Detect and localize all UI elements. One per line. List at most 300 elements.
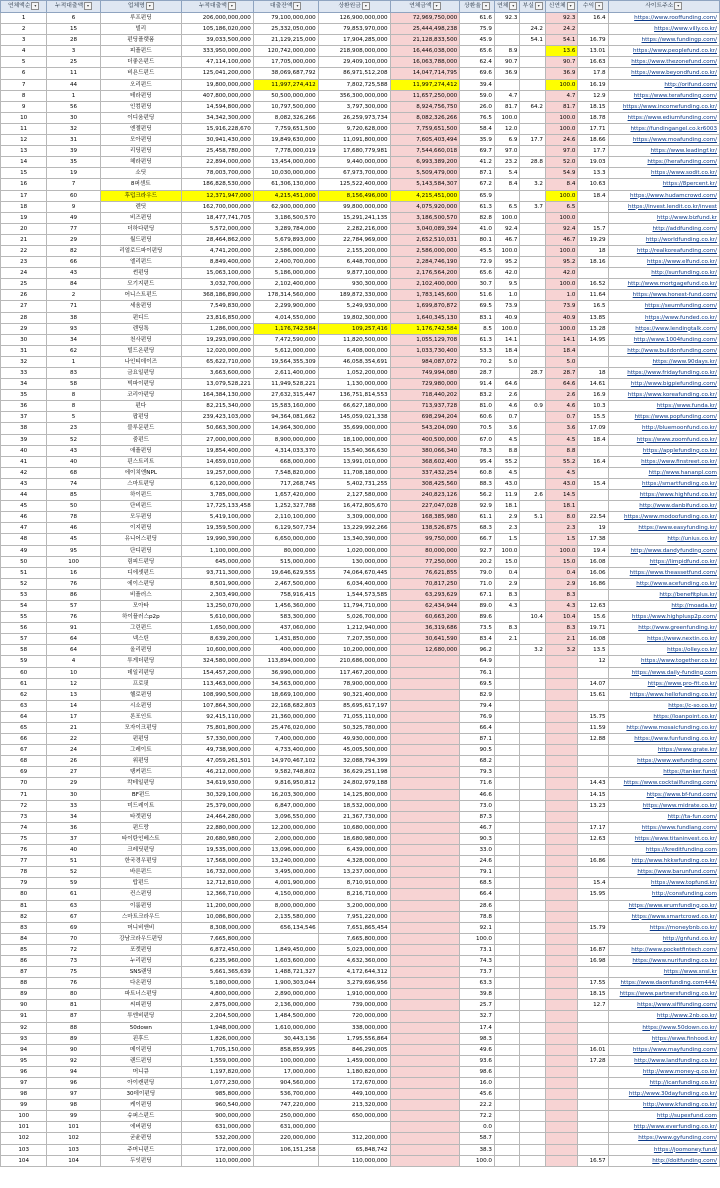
col-header-balance[interactable]: 대출잔액 ▾ xyxy=(253,1,318,13)
cell-site-url[interactable]: https://www.highplusp2p.com/ xyxy=(608,612,719,623)
cell-total-loans: 19,359,500,000 xyxy=(181,523,253,534)
cell-site-url[interactable]: https://www.snsl.kr xyxy=(608,967,719,978)
cell-new-delinquency xyxy=(545,656,577,667)
cell-total-loans: 27,000,000,000 xyxy=(181,434,253,445)
cell-site-url[interactable]: http://www.money-q.co.kr/ xyxy=(608,1066,719,1077)
cell-new-delinquency: 3.2 xyxy=(545,645,577,656)
cell-repay-rate: 76.5 xyxy=(460,112,495,123)
cell-site-url[interactable]: http://ta-fun.com/ xyxy=(608,811,719,822)
cell-new-delinquency: 18.1 xyxy=(545,501,577,512)
cell-delinquent-amount: 138,526,875 xyxy=(390,523,460,534)
cell-default: 24.2 xyxy=(520,24,546,35)
cell-new-delinquency xyxy=(545,1044,577,1055)
cell-new-delinquency: 81.7 xyxy=(545,101,577,112)
cell-site-url[interactable]: https://olley.co.kr/ xyxy=(608,645,719,656)
cell-site-url[interactable]: https://loanpoint.co.kr/ xyxy=(608,711,719,722)
cell-rank: 6 xyxy=(1,68,47,79)
cell-site-url[interactable]: http://orifund.com/ xyxy=(608,79,719,90)
cell-cum-rank: 12 xyxy=(47,678,100,689)
cell-site-url[interactable]: https://www.grate.kr/ xyxy=(608,745,719,756)
cell-site-url[interactable]: http://gnfund.co.kr/ xyxy=(608,933,719,944)
cell-site-url[interactable]: https://www.finhood.kr/ xyxy=(608,1033,719,1044)
cell-rank: 102 xyxy=(1,1133,47,1144)
cell-delinquent-amount xyxy=(390,1078,460,1089)
cell-site-url[interactable]: https://www.fridayfunding.co.kr/ xyxy=(608,368,719,379)
cell-balance: 19,849,630,000 xyxy=(253,135,318,146)
cell-site-url[interactable]: https://www.hellofunding.co.kr/ xyxy=(608,689,719,700)
cell-new-delinquency xyxy=(545,800,577,811)
cell-cum-rank: 5 xyxy=(47,412,100,423)
cell-repay-rate: 83.1 xyxy=(460,312,495,323)
cell-total-loans: 19,293,090,000 xyxy=(181,334,253,345)
cell-rank: 7 xyxy=(1,79,47,90)
cell-company: 펀다 xyxy=(100,401,181,412)
cell-company: 비플러스 xyxy=(100,589,181,600)
cell-default xyxy=(520,234,546,245)
cell-cum-rank: 52 xyxy=(47,867,100,878)
cell-default: 0.9 xyxy=(520,401,546,412)
cell-delinquent-amount xyxy=(390,1055,460,1066)
cell-site-url[interactable]: http://www.bigpiefunding.com/ xyxy=(608,379,719,390)
cell-site-url[interactable]: https://www.topfund.kr/ xyxy=(608,878,719,889)
cell-site-url[interactable]: https://seumfunding.com/ xyxy=(608,301,719,312)
cell-delinquency xyxy=(494,24,520,35)
cell-repay-rate: 53.3 xyxy=(460,345,495,356)
cell-delinquent-amount: 718,440,202 xyxy=(390,390,460,401)
cell-delinquent-amount: 77,250,000 xyxy=(390,556,460,567)
cell-delinquency: 2.3 xyxy=(494,523,520,534)
cell-repaid: 312,200,000 xyxy=(318,1133,390,1144)
cell-rank: 38 xyxy=(1,423,47,434)
cell-repaid: 8,216,710,000 xyxy=(318,889,390,900)
cell-site-url[interactable]: http://worldfunding.co.kr/ xyxy=(608,234,719,245)
cell-cum-rank: 30 xyxy=(47,112,100,123)
cell-site-url[interactable]: https://www.midrate.co.kr/ xyxy=(608,800,719,811)
cell-company: 투게더펀딩 xyxy=(100,656,181,667)
cell-site-url[interactable]: https://tanker.fund/ xyxy=(608,767,719,778)
cell-repaid: 14,125,800,000 xyxy=(318,789,390,800)
cell-rank: 63 xyxy=(1,700,47,711)
cell-site-url[interactable]: https://c-so.co.kr/ xyxy=(608,700,719,711)
cell-repaid: 67,973,700,000 xyxy=(318,168,390,179)
cell-total-loans: 107,864,300,000 xyxy=(181,700,253,711)
col-header-repaid[interactable]: 상환원금 ▾ xyxy=(318,1,390,13)
cell-delinquent-amount xyxy=(390,955,460,966)
filter-dropdown-icon[interactable]: ▾ xyxy=(146,2,154,10)
cell-cum-rank: 69 xyxy=(47,922,100,933)
cell-site-url[interactable]: http://www.danbifund.co.kr/ xyxy=(608,501,719,512)
cell-yield xyxy=(578,667,608,678)
cell-delinquent-amount xyxy=(390,711,460,722)
cell-site-url[interactable]: https://www.elfund.co.kr/ xyxy=(608,257,719,268)
cell-cum-rank: 34 xyxy=(47,334,100,345)
cell-site-url[interactable]: https://www.villy.co.kr/ xyxy=(608,24,719,35)
cell-delinquent-amount xyxy=(390,911,460,922)
cell-total-loans: 172,000,000 xyxy=(181,1144,253,1155)
cell-new-delinquency: 8.8 xyxy=(545,445,577,456)
cell-company: 탱커펀드 xyxy=(100,767,181,778)
filter-dropdown-icon[interactable]: ▾ xyxy=(509,2,517,10)
cell-delinquent-amount xyxy=(390,1011,460,1022)
cell-site-url[interactable]: https://herafunding.com/ xyxy=(608,157,719,168)
cell-default xyxy=(520,600,546,611)
cell-site-url[interactable]: http://www.30dayfunding.co.kr/ xyxy=(608,1089,719,1100)
cell-repaid: 74,064,670,445 xyxy=(318,567,390,578)
cell-rank: 19 xyxy=(1,212,47,223)
cell-repaid: 6,439,000,000 xyxy=(318,845,390,856)
cell-site-url[interactable]: https://www.popfunding.com/ xyxy=(608,412,719,423)
table-row xyxy=(1,933,720,944)
cell-site-url[interactable]: http://moada.kr/ xyxy=(608,600,719,611)
cell-repay-rate: 90.3 xyxy=(460,833,495,844)
table-row xyxy=(1,434,720,445)
cell-site-url[interactable]: https://www.funda.kr/ xyxy=(608,401,719,412)
cell-repay-rate: 32.7 xyxy=(460,1011,495,1022)
cell-default xyxy=(520,334,546,345)
cell-default xyxy=(520,556,546,567)
col-header-delinquent-amount[interactable]: 연체금액 ▾ xyxy=(390,1,460,13)
cell-delinquent-amount xyxy=(390,822,460,833)
cell-yield: 16.63 xyxy=(578,57,608,68)
cell-cum-rank: 6 xyxy=(47,13,100,24)
cell-yield xyxy=(578,1022,608,1033)
cell-repaid: 210,686,000,000 xyxy=(318,656,390,667)
cell-site-url[interactable]: https://www.zoomfund.co.kr/ xyxy=(608,434,719,445)
cell-site-url[interactable]: https://www.sififunding.com/ xyxy=(608,1000,719,1011)
cell-delinquent-amount: 63,293,629 xyxy=(390,589,460,600)
cell-rank: 26 xyxy=(1,290,47,301)
cell-default xyxy=(520,978,546,989)
cell-repay-rate: 17.4 xyxy=(460,1022,495,1033)
cell-repay-rate: 83.2 xyxy=(460,390,495,401)
cell-company: 올리펀딩 xyxy=(100,645,181,656)
cell-total-loans: 65,622,710,000 xyxy=(181,356,253,367)
table-row xyxy=(1,1055,720,1066)
cell-delinquent-amount: 21,128,833,500 xyxy=(390,35,460,46)
cell-rank: 60 xyxy=(1,667,47,678)
cell-new-delinquency xyxy=(545,1155,577,1166)
cell-repaid: 86,971,512,208 xyxy=(318,68,390,79)
cell-site-url[interactable]: http://www.2nb.co.kr/ xyxy=(608,1011,719,1022)
cell-site-url[interactable]: http://www.greenfunding.kr/ xyxy=(608,623,719,634)
cell-site-url[interactable]: http://www.everfunding.co.kr/ xyxy=(608,1122,719,1133)
cell-default: 17.7 xyxy=(520,135,546,146)
cell-company: 타이탄인베스트 xyxy=(100,833,181,844)
cell-site-url[interactable]: https://www.finstreet.co.kr/ xyxy=(608,456,719,467)
table-row xyxy=(1,1033,720,1044)
cell-site-url[interactable]: https://www.funfunding.co.kr/ xyxy=(608,734,719,745)
table-row xyxy=(1,678,720,689)
cell-site-url[interactable]: https://smartfunding.co.kr/ xyxy=(608,478,719,489)
cell-delinquency xyxy=(494,745,520,756)
cell-delinquency xyxy=(494,645,520,656)
cell-default xyxy=(520,967,546,978)
cell-site-url[interactable]: https://www.highfund.co.kr/ xyxy=(608,490,719,501)
col-header-default[interactable]: 부실 ▾ xyxy=(520,1,546,13)
cell-site-url[interactable]: http://www.acefunding.co.kr/ xyxy=(608,578,719,589)
cell-site-url[interactable]: https://www.nextin.co.kr/ xyxy=(608,634,719,645)
cell-repaid: 49,930,000,000 xyxy=(318,734,390,745)
cell-site-url[interactable]: https://www.erumfunding.co.kr/ xyxy=(608,900,719,911)
cell-site-url[interactable]: https://www.terafunding.com/ xyxy=(608,90,719,101)
filter-dropdown-icon[interactable]: ▾ xyxy=(31,2,39,10)
cell-balance: 1,849,450,000 xyxy=(253,944,318,955)
cell-company: 모자이크펀딩 xyxy=(100,723,181,734)
cell-yield: 16.86 xyxy=(578,856,608,867)
cell-site-url[interactable]: http://bluemoonfund.co.kr/ xyxy=(608,423,719,434)
cell-yield xyxy=(578,811,608,822)
cell-site-url[interactable]: https://www.modoofunding.co.kr/ xyxy=(608,512,719,523)
cell-rank: 1 xyxy=(1,13,47,24)
cell-default xyxy=(520,623,546,634)
filter-dropdown-icon[interactable]: ▾ xyxy=(362,2,370,10)
cell-delinquency: 6.9 xyxy=(494,135,520,146)
cell-cum-rank: 56 xyxy=(47,101,100,112)
cell-site-url[interactable]: https://8percent.kr/ xyxy=(608,179,719,190)
cell-site-url[interactable]: http://www.hkkwfunding.co.kr/ xyxy=(608,856,719,867)
cell-site-url[interactable]: https://invest.lendit.co.kr/invest xyxy=(608,201,719,212)
cell-site-url[interactable]: https://www.together.co.kr/ xyxy=(608,656,719,667)
table-row xyxy=(1,234,720,245)
cell-rank: 55 xyxy=(1,612,47,623)
cell-repaid: 29,409,100,000 xyxy=(318,57,390,68)
cell-total-loans: 17,568,000,000 xyxy=(181,856,253,867)
cell-yield xyxy=(578,345,608,356)
cell-site-url[interactable]: http://unius.co.kr/ xyxy=(608,534,719,545)
cell-site-url[interactable]: https://applefunding.co.kr/ xyxy=(608,445,719,456)
cell-total-loans: 985,800,000 xyxy=(181,1089,253,1100)
cell-site-url[interactable]: https://www.peoplefund.co.kr/ xyxy=(608,46,719,57)
cell-default xyxy=(520,811,546,822)
cell-total-loans: 1,197,820,000 xyxy=(181,1066,253,1077)
cell-company: 모두펀딩 xyxy=(100,512,181,523)
cell-site-url[interactable]: https://www.gyfunding.com/ xyxy=(608,1133,719,1144)
cell-site-url[interactable]: https://www.pro-fit.co.kr/ xyxy=(608,678,719,689)
cell-repay-rate: 93.6 xyxy=(460,1055,495,1066)
cell-site-url[interactable]: http://www.mosaicfunding.co.kr/ xyxy=(608,723,719,734)
cell-repaid: 3,200,000,000 xyxy=(318,900,390,911)
cell-site-url[interactable]: https://www.nurifunding.co.kr/ xyxy=(608,955,719,966)
cell-site-url[interactable]: https://www.theassetfund.com/ xyxy=(608,567,719,578)
cell-site-url[interactable]: https://www.bf-fund.com/ xyxy=(608,789,719,800)
filter-dropdown-icon[interactable]: ▾ xyxy=(84,2,92,10)
cell-site-url[interactable]: https://www.fundingp.com/ xyxy=(608,35,719,46)
cell-delinquent-amount: 380,066,340 xyxy=(390,445,460,456)
cell-yield: 16.4 xyxy=(578,13,608,24)
cell-delinquency: 100.0 xyxy=(494,212,520,223)
cell-yield xyxy=(578,589,608,600)
cell-repaid: 13,340,390,000 xyxy=(318,534,390,545)
cell-site-url[interactable]: https://www.barunfund.com/ xyxy=(608,867,719,878)
cell-delinquent-amount: 2,652,510,031 xyxy=(390,234,460,245)
cell-site-url[interactable]: http://consfunding.com xyxy=(608,889,719,900)
cell-cum-rank: 62 xyxy=(47,345,100,356)
cell-site-url[interactable]: https://www.daonfunding.com444/ xyxy=(608,978,719,989)
cell-site-url[interactable]: https://www.90days.kr/ xyxy=(608,356,719,367)
filter-dropdown-icon[interactable]: ▾ xyxy=(433,2,441,10)
filter-dropdown-icon[interactable]: ▾ xyxy=(595,2,603,10)
cell-balance: 30,443,136 xyxy=(253,1033,318,1044)
cell-site-url[interactable]: https://www.cocktailfunding.com/ xyxy=(608,778,719,789)
col-header-cum-rank[interactable]: 누적대출액 ▾ xyxy=(47,1,100,13)
cell-repay-rate: 33.0 xyxy=(460,845,495,856)
cell-cum-rank: 4 xyxy=(47,656,100,667)
filter-dropdown-icon[interactable]: ▾ xyxy=(535,2,543,10)
cell-company: 시소펀딩 xyxy=(100,700,181,711)
cell-yield xyxy=(578,756,608,767)
cell-site-url[interactable]: https://joomoney.fund/ xyxy=(608,1144,719,1155)
cell-site-url[interactable]: http://www.bizfund.kr xyxy=(608,212,719,223)
cell-cum-rank: 96 xyxy=(47,1078,100,1089)
cell-site-url[interactable]: https://www.incomefunding.co.kr/ xyxy=(608,101,719,112)
col-header-yield[interactable]: 수익 ▾ xyxy=(578,1,608,13)
cell-repaid: 18,100,000,000 xyxy=(318,434,390,445)
cell-site-url[interactable]: http://realkoreafunding.com/ xyxy=(608,245,719,256)
cell-repaid: 125,522,400,000 xyxy=(318,179,390,190)
cell-default xyxy=(520,756,546,767)
col-header-rank[interactable]: 연체액순 ▾ xyxy=(1,1,47,13)
cell-site-url[interactable]: https://www.titaninvest.co.kr/ xyxy=(608,833,719,844)
col-header-delinquency[interactable]: 연체 ▾ xyxy=(494,1,520,13)
cell-site-url[interactable]: https://www.partnersfunding.co.kr/ xyxy=(608,989,719,1000)
cell-delinquency xyxy=(494,933,520,944)
cell-balance: 16,203,300,000 xyxy=(253,789,318,800)
cell-delinquency xyxy=(494,656,520,667)
cell-site-url[interactable]: http://doitfunding.com/ xyxy=(608,1155,719,1166)
cell-cum-rank: 39 xyxy=(47,146,100,157)
filter-dropdown-icon[interactable]: ▾ xyxy=(293,2,301,10)
cell-site-url[interactable]: https://www.thezonefund.com/ xyxy=(608,57,719,68)
cell-delinquent-amount xyxy=(390,1155,460,1166)
cell-repay-rate: 68.3 xyxy=(460,523,495,534)
cell-site-url[interactable]: https://www.leadingf.kr/ xyxy=(608,146,719,157)
cell-site-url[interactable]: http://www.buildonfunding.com/ xyxy=(608,345,719,356)
cell-site-url[interactable]: https://www.50down.co.kr/ xyxy=(608,1022,719,1033)
cell-site-url[interactable]: http://www.mortgagefund.co.kr/ xyxy=(608,279,719,290)
cell-site-url[interactable]: https://kreditfunding.com xyxy=(608,845,719,856)
cell-balance: 1,252,327,788 xyxy=(253,501,318,512)
col-header-company[interactable]: 업체명 ▾ xyxy=(100,1,181,13)
cell-yield: 13.5 xyxy=(578,645,608,656)
cell-yield: 14.07 xyxy=(578,678,608,689)
cell-total-loans: 125,041,200,000 xyxy=(181,68,253,79)
cell-delinquency xyxy=(494,767,520,778)
cell-yield: 16.4 xyxy=(578,456,608,467)
filter-dropdown-icon[interactable]: ▾ xyxy=(228,2,236,10)
cell-site-url[interactable]: https://www.sodit.co.kr/ xyxy=(608,168,719,179)
cell-rank: 54 xyxy=(1,600,47,611)
cell-delinquency xyxy=(494,1011,520,1022)
cell-delinquency: 42.0 xyxy=(494,268,520,279)
cell-delinquency xyxy=(494,700,520,711)
cell-site-url[interactable]: https://www.smartcrowd.co.kr/ xyxy=(608,911,719,922)
cell-site-url[interactable]: http://addfunding.com/ xyxy=(608,223,719,234)
cell-site-url[interactable]: https://www.mayfunding.com/ xyxy=(608,1044,719,1055)
cell-site-url[interactable]: http://icanfunding.co.kr/ xyxy=(608,1078,719,1089)
cell-delinquency: 4.3 xyxy=(494,600,520,611)
table-row xyxy=(1,1144,720,1155)
table-row xyxy=(1,123,720,134)
filter-dropdown-icon[interactable]: ▾ xyxy=(674,2,682,10)
cell-site-url[interactable]: http://www.1004funding.com/ xyxy=(608,334,719,345)
cell-cum-rank: 14 xyxy=(47,700,100,711)
cell-site-url[interactable]: http://www.dandyfunding.com/ xyxy=(608,545,719,556)
cell-site-url[interactable]: https://www.moafunding.com/ xyxy=(608,135,719,146)
cell-total-loans: 19,990,390,000 xyxy=(181,534,253,545)
table-row xyxy=(1,157,720,168)
table-row xyxy=(1,345,720,356)
cell-company: 렌딩톡 xyxy=(100,323,181,334)
col-header-new-delinquency[interactable]: 신연체 ▾ xyxy=(545,1,577,13)
cell-total-loans: 5,572,000,000 xyxy=(181,223,253,234)
cell-rank: 85 xyxy=(1,944,47,955)
cell-balance: 80,000,000 xyxy=(253,545,318,556)
cell-delinquent-amount: 240,823,126 xyxy=(390,490,460,501)
cell-new-delinquency: 92.4 xyxy=(545,223,577,234)
cell-rank: 74 xyxy=(1,822,47,833)
cell-site-url[interactable]: http://www.kfunding.co.kr/ xyxy=(608,1100,719,1111)
col-header-repay-rate[interactable]: 상환율 ▾ xyxy=(460,1,495,13)
cell-delinquent-amount: 1,055,129,708 xyxy=(390,334,460,345)
cell-site-url[interactable]: https://www.wefunding.com/ xyxy=(608,756,719,767)
cell-delinquent-amount: 749,994,080 xyxy=(390,368,460,379)
cell-site-url[interactable]: http://www.pocketfintech.com/ xyxy=(608,944,719,955)
cell-yield: 18.4 xyxy=(578,190,608,201)
cell-site-url[interactable]: https://www.koreafunding.co.kr/ xyxy=(608,390,719,401)
cell-delinquent-amount xyxy=(390,1000,460,1011)
cell-site-url[interactable]: https://www.easyfunding.kr/ xyxy=(608,523,719,534)
cell-site-url[interactable]: http://sunfunding.co.kr/ xyxy=(608,268,719,279)
cell-company: 케이펀딩 xyxy=(100,1100,181,1111)
cell-site-url[interactable]: https://www.daily-funding.com xyxy=(608,667,719,678)
cell-yield xyxy=(578,1100,608,1111)
cell-total-loans: 5,419,100,000 xyxy=(181,512,253,523)
cell-site-url[interactable]: https://www.rooffunding.com/ xyxy=(608,13,719,24)
col-header-site-url[interactable]: 사이트주소 ▾ xyxy=(608,1,719,13)
cell-company: 파트너스펀딩 xyxy=(100,989,181,1000)
filter-dropdown-icon[interactable]: ▾ xyxy=(482,2,490,10)
cell-delinquency xyxy=(494,1022,520,1033)
cell-yield: 15.75 xyxy=(578,711,608,722)
cell-balance: 220,000,000 xyxy=(253,1133,318,1144)
table-row xyxy=(1,1122,720,1133)
cell-site-url[interactable]: http://benefitplus.kr/ xyxy=(608,589,719,600)
cell-site-url[interactable]: https://www.funded.co.kr/ xyxy=(608,312,719,323)
cell-company: 머니큐 xyxy=(100,1066,181,1077)
cell-repaid: 126,900,000,000 xyxy=(318,13,390,24)
cell-site-url[interactable]: http://www.hananpl.com xyxy=(608,467,719,478)
cell-site-url[interactable]: https://www.beyondfund.co.kr/ xyxy=(608,68,719,79)
cell-site-url[interactable]: https://www.lendingtalk.com/ xyxy=(608,323,719,334)
cell-new-delinquency: 4.6 xyxy=(545,401,577,412)
cell-site-url[interactable]: https://moneybnb.co.kr/ xyxy=(608,922,719,933)
filter-dropdown-icon[interactable]: ▾ xyxy=(567,2,575,10)
cell-new-delinquency xyxy=(545,922,577,933)
cell-site-url[interactable]: https://www.fundlang.com/ xyxy=(608,822,719,833)
cell-total-loans: 108,990,500,000 xyxy=(181,689,253,700)
table-row xyxy=(1,46,720,57)
cell-site-url[interactable]: https://limpidfund.co.kr/ xyxy=(608,556,719,567)
cell-site-url[interactable]: https://www.ediumfunding.com/ xyxy=(608,112,719,123)
col-header-total-loans[interactable]: 누적대출액 ▾ xyxy=(181,1,253,13)
cell-site-url[interactable]: http://supexfund.com xyxy=(608,1111,719,1122)
cell-site-url[interactable]: https://www.hudamcrowd.com/ xyxy=(608,190,719,201)
cell-site-url[interactable]: http://www.landfunding.co.kr/ xyxy=(608,1055,719,1066)
cell-site-url[interactable]: https://www.honest-fund.com/ xyxy=(608,290,719,301)
cell-site-url[interactable]: https://fundingangel.co.kr6003 xyxy=(608,123,719,134)
cell-repay-rate: 79.0 xyxy=(460,567,495,578)
cell-cum-rank: 60 xyxy=(47,190,100,201)
